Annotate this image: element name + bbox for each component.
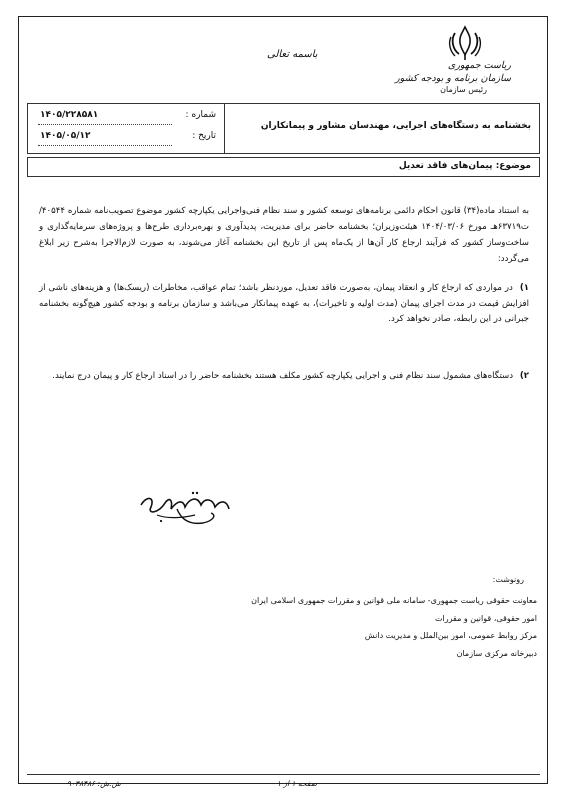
list-item-number: ۱) [519,283,530,293]
recipient-line: بخشنامه به دستگاه‌های اجرایی، مهندسان مشاور و پیمانکاران [260,121,531,131]
cc-item: دبیرخانه مرکزی سازمان [456,648,537,658]
letter-number-label: شماره : [185,110,216,120]
dotted-line [38,145,172,146]
footer-divider [27,774,540,775]
document-code: ش.ش: ۹۰۳۸۴۸۶ [67,779,121,788]
dotted-line [38,124,172,125]
cc-item: مرکز روابط عمومی، امور بین‌الملل و مدیریت دانش [364,631,537,640]
page-number: صفحه ۱ از ۱ [277,779,317,788]
national-emblem-icon [445,25,485,61]
letter-number-value: ۱۴۰۵/۲۲۸۵۸۱ [40,110,99,120]
cc-item: معاونت حقوقی ریاست جمهوری- سامانه ملی قوانین و مقررات جمهوری اسلامی ایران [251,596,537,605]
organization-name [395,59,511,85]
list-item [39,281,529,328]
cc-item: امور حقوقی، قوانین و مقررات [434,613,537,623]
organization-line: سازمان برنامه و بودجه کشور [395,73,511,84]
organization-line: ریاست جمهوری [447,60,511,71]
organization-subtitle: رئیس سازمان [440,85,487,94]
bismillah-heading: باسمه تعالی [267,49,318,60]
body-paragraph: به استناد ماده(۳۴) قانون احکام دائمی برنامه‌های توسعه کشور و سند نظام فنی‌واجرایی یکپارچه کشور موضوع تصویب‌نامه شماره ۴۰۵۴۴/ت۶۳۷۱۹هـ مورخ ۱۴۰۴/۰۳/۰۶ هیئت‌وزیران؛ بخشنامه حاضر برای مدیریت، پدیدآوری و بهره‌برداری طرح‌ها و پروژه‌های سرمایه‌گذاری و ساخت‌وساز کشور که فرآیند ارجاع کار آن‌ها از یک‌ماه پس از تاریخ این بخشنامه آغاز می‌شوند، به صورت لازم‌الاجرا به‌شرح زیر ابلاغ می‌گردد: [39,206,529,264]
letter-date-row [34,131,220,147]
list-item [39,369,529,385]
letter-page [18,16,548,788]
cc-list [117,592,537,662]
letter-header-box [27,103,540,154]
list-item-number: ۲) [519,371,529,381]
list-item-text: در مواردی که ارجاع کار و انعقاد پیمان، به‌صورت فاقد تعدیل، موردنظر باشد؛ تمام عواقب، مخاطرات (ریسک‌ها) و هزینه‌های ناشی از افزایش قیمت در مدت اجرای پیمان (مدت اولیه و تاخیرات)، به عهده پیمانکار می‌باشد و سازمان برنامه و بودجه کشور هیچ‌گونه بخشنامه جبرانی در این رابطه، صادر نخواهد کرد. [39,283,529,324]
handwritten-signature [137,485,233,531]
header-divider [224,104,225,153]
list-item-text: دستگاه‌های مشمول سند نظام فنی و اجرایی یکپارچه کشور مکلف هستند بخشنامه حاضر را در اسناد ارجاع کار و پیمان درج نمایند. [52,371,514,381]
letter-number-row [34,110,220,126]
letter-date-label: تاریخ : [192,131,216,141]
subject-line: موضوع: پیمان‌های فاقد تعدیل [27,157,540,177]
letter-date-value: ۱۴۰۵/۰۵/۱۲ [40,131,91,141]
cc-label: رونوشت: [492,575,524,584]
